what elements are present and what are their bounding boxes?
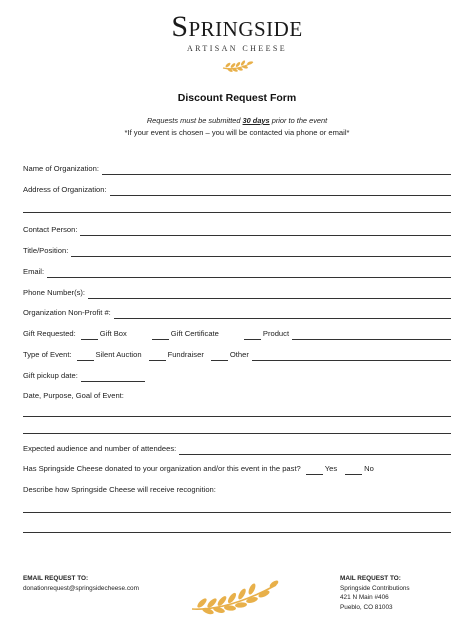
fundraiser-label: Fundraiser [167,350,204,359]
product-field[interactable] [292,331,451,340]
event-type-row [23,349,451,361]
mail-recipient: Springside Contributions [340,584,410,592]
audience-field[interactable] [179,446,451,455]
org-address-field-line2[interactable] [23,212,451,213]
donated-before-row [23,463,451,475]
mail-request-block [340,574,410,612]
email-request-heading: EMAIL REQUEST TO: [23,575,89,582]
title-position-row [23,245,451,257]
title-position-field[interactable] [71,248,451,257]
product-label: Product [262,329,290,338]
other-check[interactable] [211,352,228,361]
wheat-icon [188,575,284,615]
nonprofit-row [23,307,451,319]
nonprofit-field[interactable] [114,310,451,319]
mail-request-heading: MAIL REQUEST TO: [340,575,401,582]
fundraiser-check[interactable] [149,352,166,361]
recognition-field-line1[interactable] [23,512,451,513]
no-label: No [364,464,374,473]
audience-row [23,443,451,455]
donated-before-label: Has Springside Cheese donated to your organization and/or this event in the past? [23,464,301,473]
date-purpose-field-line1[interactable] [23,416,451,417]
email-row [23,266,451,278]
contact-person-label: Contact Person: [23,225,78,234]
mail-street: 421 N Main #406 [340,594,389,601]
recognition-label: Describe how Springside Cheese will receive recognition: [23,485,216,494]
pickup-date-label: Gift pickup date: [23,371,78,380]
org-address-label: Address of Organization: [23,185,107,194]
brand-logo-subtitle: ARTISAN CHEESE [186,44,287,53]
event-type-label: Type of Event: [23,350,72,359]
pickup-date-field[interactable] [81,373,145,382]
gift-box-check[interactable] [81,331,98,340]
mail-city: Pueblo, CO 81003 [340,603,393,611]
donation-email-address: donationrequest@springsidecheese.com [23,584,139,592]
other-field[interactable] [252,352,451,361]
org-name-label: Name of Organization: [23,164,99,173]
submission-deadline-note: Requests must be submitted 30 days prior to the event [146,116,328,125]
gift-certificate-label: Gift Certificate [170,329,219,338]
gift-requested-label: Gift Requested: [23,329,76,338]
no-check[interactable] [345,466,362,475]
gift-requested-row [23,328,451,340]
org-name-row [23,163,451,175]
email-label: Email: [23,267,45,276]
wheat-icon [221,56,255,72]
org-name-field[interactable] [102,166,451,175]
title-position-label: Title/Position: [23,246,69,255]
phone-label: Phone Number(s): [23,288,86,297]
gift-box-label: Gift Box [99,329,127,338]
contact-person-row [23,224,451,236]
email-field[interactable] [47,269,451,278]
audience-label: Expected audience and number of attendees: [23,444,177,453]
phone-field[interactable] [88,290,451,299]
date-purpose-field-line2[interactable] [23,433,451,434]
product-check[interactable] [244,331,261,340]
recognition-row [23,484,451,496]
recognition-field-line2[interactable] [23,532,451,533]
phone-row [23,287,451,299]
nonprofit-label: Organization Non-Profit #: [23,308,111,317]
gift-certificate-check[interactable] [152,331,169,340]
silent-auction-check[interactable] [77,352,94,361]
org-address-row [23,184,451,196]
yes-label: Yes [324,464,338,473]
contact-note: *If your event is chosen – you will be contacted via phone or email* [124,128,350,137]
form-title: Discount Request Form [177,92,297,104]
yes-check[interactable] [306,466,323,475]
date-purpose-row [23,390,451,402]
silent-auction-label: Silent Auction [95,350,142,359]
org-address-field[interactable] [110,187,451,196]
contact-person-field[interactable] [80,227,451,236]
email-request-block [23,574,139,593]
brand-logo-name: Springside [171,10,303,43]
other-label: Other [229,350,249,359]
deadline-days: 30 days [242,116,270,125]
pickup-date-row [23,370,145,382]
date-purpose-label: Date, Purpose, Goal of Event: [23,391,124,400]
